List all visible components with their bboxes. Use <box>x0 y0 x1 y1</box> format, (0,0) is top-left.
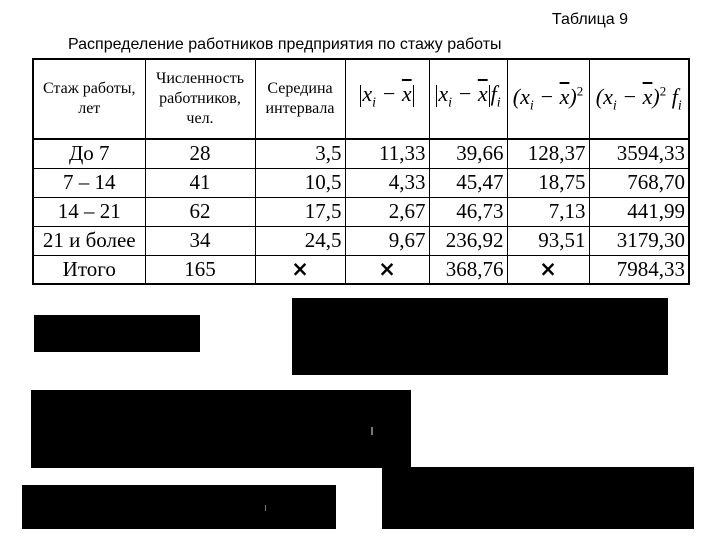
cell-weighted-squared-deviation: 768,70 <box>589 168 689 197</box>
cell-headcount: 41 <box>145 168 255 197</box>
cell-squared-deviation: 93,51 <box>507 226 589 255</box>
cell-weighted-squared-deviation: 441,99 <box>589 197 689 226</box>
abs-deviation-formula: $x_i - \overline{x}$ <box>362 81 412 111</box>
cell-squared-deviation: 128,37 <box>507 139 589 168</box>
header-headcount: Численность работников, чел. <box>145 59 255 139</box>
redaction-block-2 <box>292 298 668 375</box>
redaction-block-5 <box>382 467 694 529</box>
redaction-artifact <box>371 427 373 435</box>
cell-midpoint: 10,5 <box>255 168 345 197</box>
cell-weighted-squared-deviation: 3594,33 <box>589 139 689 168</box>
cell-experience: 7 – 14 <box>33 168 145 197</box>
table-row <box>33 168 689 197</box>
cell-abs-deviation: 2,67 <box>345 197 429 226</box>
table-caption: Таблица 9 <box>551 11 628 28</box>
redaction-artifact <box>265 505 266 511</box>
cell-squared-deviation: 18,75 <box>507 168 589 197</box>
cell-total-weighted-abs-deviation: 368,76 <box>429 255 507 284</box>
cell-experience: 21 и более <box>33 226 145 255</box>
header-interval-midpoint: Середина интервала <box>255 59 345 139</box>
redaction-block-1 <box>34 315 200 352</box>
cell-abs-deviation: 9,67 <box>345 226 429 255</box>
table-row <box>33 139 689 168</box>
table-header-row <box>33 59 689 139</box>
header-weighted-squared-deviation <box>589 59 689 139</box>
squared-deviation-formula: $(x_i - \overline{x})^2$ <box>512 83 584 114</box>
header-abs-deviation <box>345 59 429 139</box>
cell-weighted-abs-deviation: 39,66 <box>429 139 507 168</box>
cell-midpoint: 24,5 <box>255 226 345 255</box>
cell-experience: 14 – 21 <box>33 197 145 226</box>
cell-squared-deviation: 7,13 <box>507 197 589 226</box>
table-total-row <box>33 255 689 284</box>
cell-total-headcount: 165 <box>145 255 255 284</box>
cell-midpoint: 3,5 <box>255 139 345 168</box>
table-row <box>33 226 689 255</box>
cell-midpoint: 17,5 <box>255 197 345 226</box>
cell-total-weighted-squared-deviation: 7984,33 <box>589 255 689 284</box>
table-title: Распределение работников предприятия по стажу работы <box>68 36 502 53</box>
cell-weighted-abs-deviation: 46,73 <box>429 197 507 226</box>
cell-abs-deviation: 11,33 <box>345 139 429 168</box>
cell-weighted-abs-deviation: 45,47 <box>429 168 507 197</box>
distribution-table <box>32 58 690 285</box>
cell-headcount: 62 <box>145 197 255 226</box>
cell-abs-deviation: 4,33 <box>345 168 429 197</box>
cell-headcount: 34 <box>145 226 255 255</box>
cell-weighted-abs-deviation: 236,92 <box>429 226 507 255</box>
header-weighted-abs-deviation <box>429 59 507 139</box>
weighted-abs-deviation-formula: $x_i - \overline{x}$ $f_i$ <box>438 81 501 111</box>
header-experience: Стаж работы, лет <box>33 59 145 139</box>
cell-total-abs-deviation-cross: × <box>345 255 429 284</box>
table-row <box>33 197 689 226</box>
redaction-block-4 <box>22 485 336 529</box>
cell-headcount: 28 <box>145 139 255 168</box>
weighted-squared-deviation-formula: $(x_i - \overline{x})^2$ $f_i$ <box>595 83 682 114</box>
header-squared-deviation <box>507 59 589 139</box>
cell-total-label: Итого <box>33 255 145 284</box>
redaction-block-3 <box>31 390 411 468</box>
cell-weighted-squared-deviation: 3179,30 <box>589 226 689 255</box>
cell-total-squared-deviation-cross: × <box>507 255 589 284</box>
cell-experience: До 7 <box>33 139 145 168</box>
cell-total-midpoint-cross: × <box>255 255 345 284</box>
